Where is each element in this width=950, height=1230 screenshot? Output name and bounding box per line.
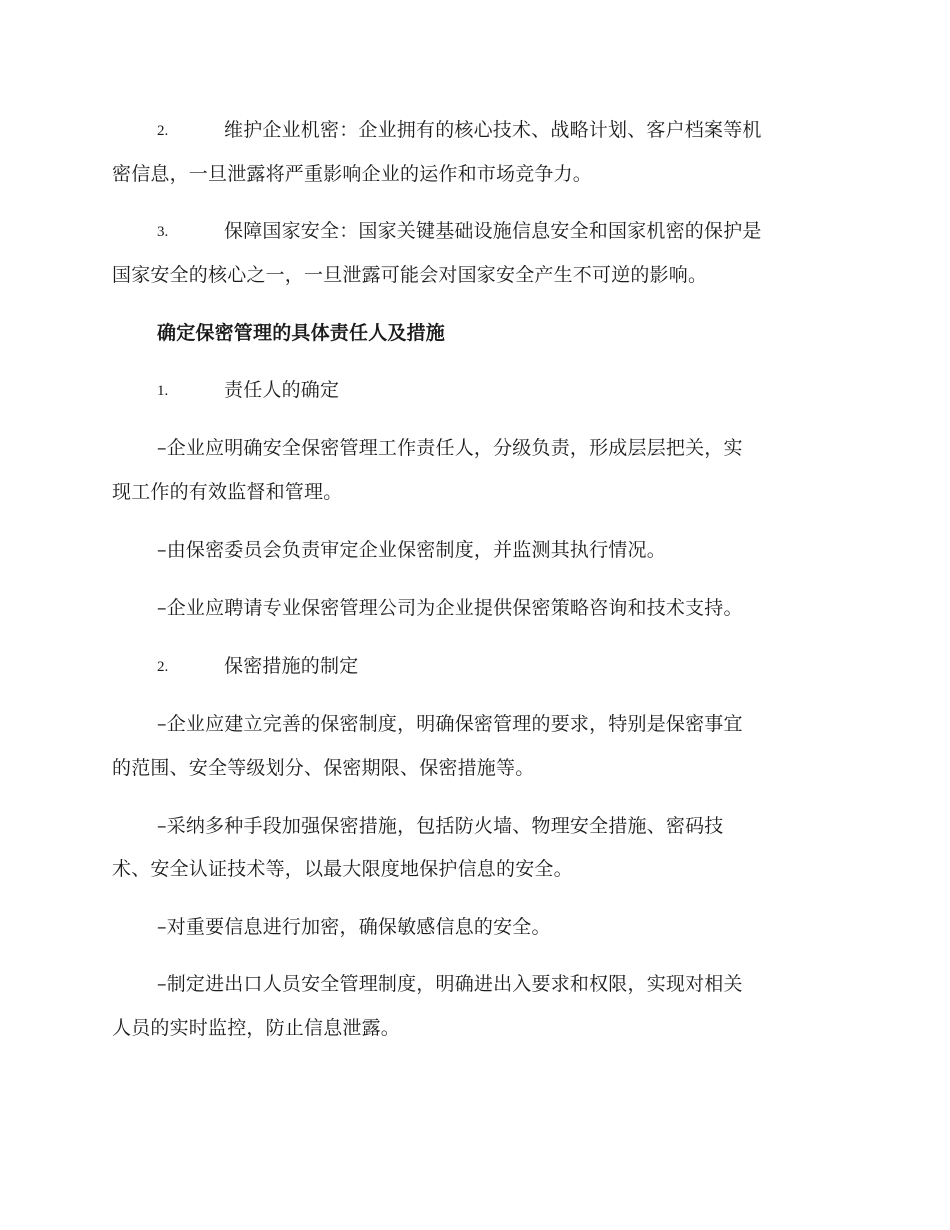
bullet-line: –企业应建立完善的保密制度，明确保密管理的要求，特别是保密事宜	[157, 713, 743, 735]
bullet-line: –制定进出口人员安全管理制度，明确进出入要求和权限，实现对相关	[157, 973, 743, 995]
subsection-title: 保密措施的制定	[224, 655, 359, 677]
paragraph-line: 密信息，一旦泄露将严重影响企业的运作和市场竞争力。	[112, 163, 593, 185]
list-number: 3.	[157, 224, 169, 240]
bullet-line: –企业应明确安全保密管理工作责任人，分级负责，形成层层把关，实	[157, 437, 743, 459]
list-number: 1.	[157, 383, 169, 399]
bullet-line: 术、安全认证技术等，以最大限度地保护信息的安全。	[112, 858, 573, 880]
bullet-line: 现工作的有效监督和管理。	[112, 481, 343, 503]
paragraph-line: 国家安全的核心之一，一旦泄露可能会对国家安全产生不可逆的影响。	[112, 264, 708, 286]
bullet-line: –采纳多种手段加强保密措施，包括防火墙、物理安全措施、密码技	[157, 815, 724, 837]
bullet-line: 人员的实时监控，防止信息泄露。	[112, 1017, 401, 1039]
subsection-title: 责任人的确定	[224, 379, 340, 401]
section-heading: 确定保密管理的具体责任人及措施	[157, 322, 446, 344]
paragraph-line: 保障国家安全：国家关键基础设施信息安全和国家机密的保护是	[224, 220, 762, 242]
list-number: 2.	[157, 659, 169, 675]
bullet-line: –企业应聘请专业保密管理公司为企业提供保密策略咨询和技术支持。	[157, 597, 743, 619]
bullet-line: –由保密委员会负责审定企业保密制度，并监测其执行情况。	[157, 539, 666, 561]
bullet-line: 的范围、安全等级划分、保密期限、保密措施等。	[112, 757, 535, 779]
paragraph-line: 维护企业机密：企业拥有的核心技术、战略计划、客户档案等机	[224, 119, 762, 141]
bullet-line: –对重要信息进行加密，确保敏感信息的安全。	[157, 916, 551, 938]
list-number: 2.	[157, 123, 169, 139]
